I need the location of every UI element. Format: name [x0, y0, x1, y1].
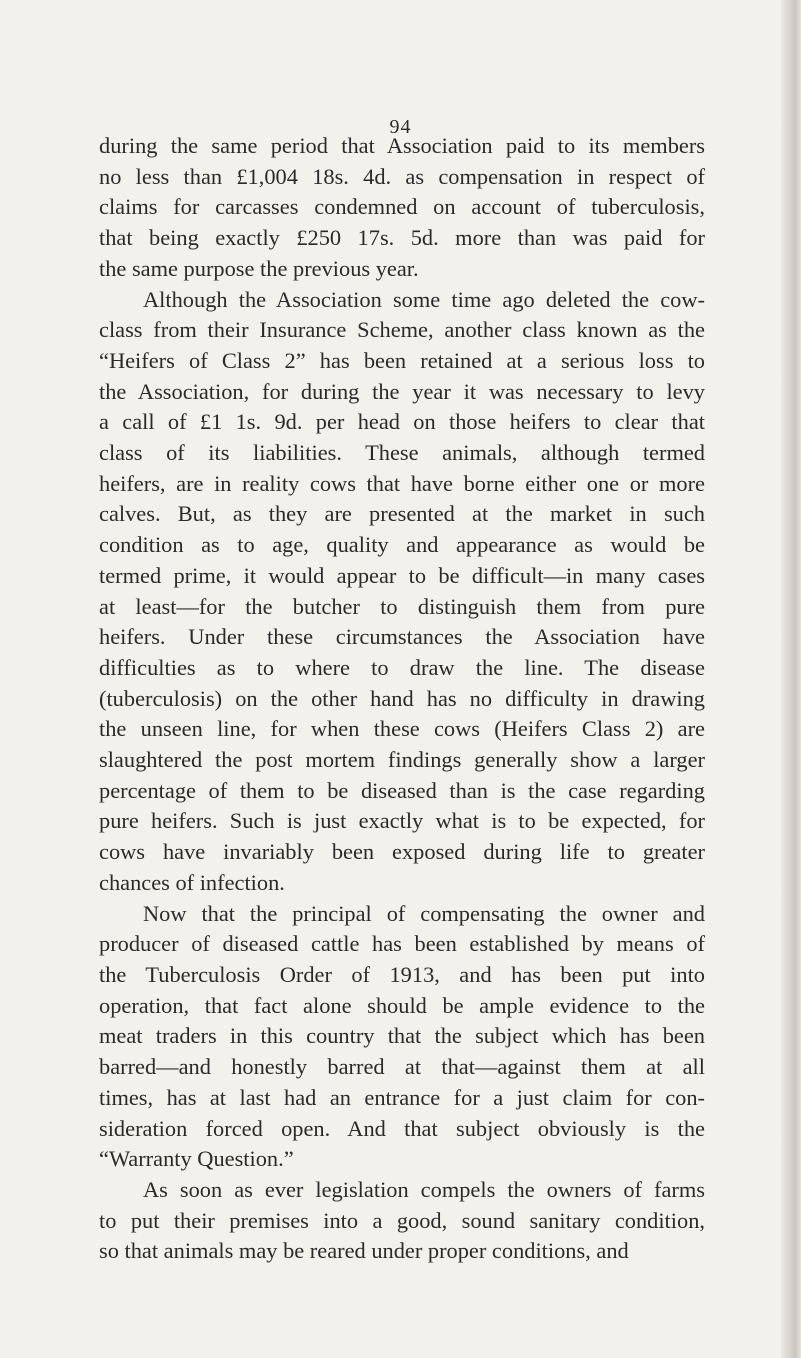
text-line: to put their premises into a good, sound sanitary condition, — [99, 1207, 705, 1233]
text-line: meat traders in this country that the subject which has been — [99, 1023, 705, 1049]
text-line: slaughtered the post mortem findings generally show a larger — [99, 747, 705, 773]
text-line: cows have invariably been exposed during life to greater — [99, 839, 705, 865]
text-line: that being exactly £250 17s. 5d. more than was paid for — [99, 225, 705, 251]
body-text — [99, 131, 705, 1267]
text-line: the Association, for during the year it was necessary to levy — [99, 378, 705, 404]
text-line: operation, that fact alone should be ample evidence to the — [99, 992, 705, 1018]
text-line: so that animals may be reared under proper conditions, and — [99, 1238, 629, 1264]
text-line: no less than £1,004 18s. 4d. as compensation in respect of — [99, 163, 705, 189]
text-line: a call of £1 1s. 9d. per head on those heifers to clear that — [99, 409, 705, 435]
text-line: the same purpose the previous year. — [99, 255, 419, 281]
text-line: difficulties as to where to draw the line. The disease — [99, 654, 705, 680]
text-line: the unseen line, for when these cows (Heifers Class 2) are — [99, 716, 705, 742]
text-line: calves. But, as they are presented at the market in such — [99, 501, 705, 527]
paragraph — [99, 1175, 705, 1267]
text-line: barred—and honestly barred at that—against them at all — [99, 1054, 705, 1080]
text-line: at least—for the butcher to distinguish them from pure — [99, 593, 705, 619]
text-line: Now that the principal of compensating the owner and — [143, 900, 705, 926]
text-line: condition as to age, quality and appearance as would be — [99, 532, 705, 558]
text-line: class from their Insurance Scheme, another class known as the — [99, 317, 705, 343]
text-line: As soon as ever legislation compels the owners of farms — [143, 1176, 705, 1202]
text-line: pure heifers. Such is just exactly what is to be expected, for — [99, 808, 705, 834]
paragraph — [99, 131, 705, 285]
text-line: percentage of them to be diseased than is the case regarding — [99, 777, 705, 803]
text-line: “Warranty Question.” — [99, 1146, 294, 1172]
text-line: sideration forced open. And that subject obviously is the — [99, 1115, 705, 1141]
page-edge-shadow — [781, 0, 801, 1358]
text-line: times, has at last had an entrance for a just claim for con- — [99, 1084, 705, 1110]
page-number: 94 — [389, 116, 412, 138]
text-line: heifers, are in reality cows that have borne either one or more — [99, 470, 705, 496]
text-line: “Heifers of Class 2” has been retained at a serious loss to — [99, 347, 705, 373]
text-line: chances of infection. — [99, 869, 285, 895]
text-line: Although the Association some time ago deleted the cow- — [143, 286, 705, 312]
text-line: class of its liabilities. These animals, although termed — [99, 440, 705, 466]
text-line: termed prime, it would appear to be difficult—in many cases — [99, 562, 705, 588]
text-line: claims for carcasses condemned on account of tuberculosis, — [99, 194, 705, 220]
text-line: during the same period that Association paid to its members — [99, 133, 705, 158]
paragraph — [99, 285, 705, 899]
text-line: (tuberculosis) on the other hand has no difficulty in drawing — [99, 685, 705, 711]
text-line: producer of diseased cattle has been established by means of — [99, 931, 705, 957]
text-line: the Tuberculosis Order of 1913, and has been put into — [99, 961, 705, 987]
text-line: heifers. Under these circumstances the Association have — [99, 624, 705, 650]
paragraph — [99, 899, 705, 1175]
